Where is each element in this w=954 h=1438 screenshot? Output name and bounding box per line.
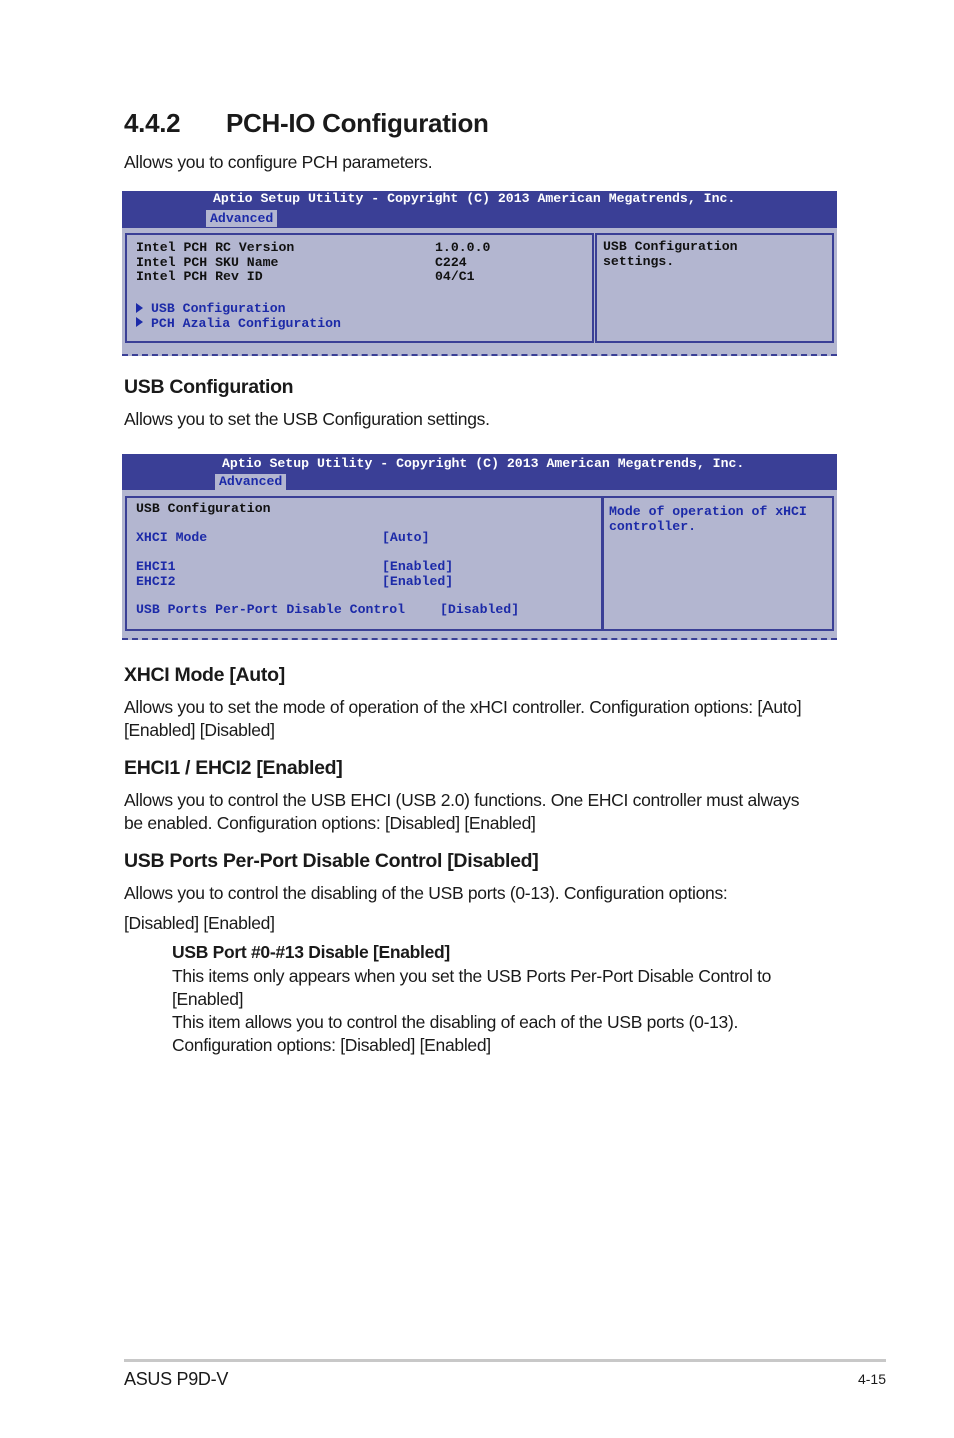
section-intro: Allows you to configure PCH parameters. xyxy=(124,152,433,172)
submenu-arrow-icon xyxy=(136,317,143,327)
xhci-heading: XHCI Mode [Auto] xyxy=(124,664,285,686)
usb-port-sub-heading: USB Port #0-#13 Disable [Enabled] xyxy=(172,942,450,962)
bios-row-rev-id xyxy=(136,269,475,285)
bios-item-label: USB Ports Per-Port Disable Control xyxy=(136,602,406,617)
bios-item-value: [Enabled] xyxy=(382,559,454,574)
usb-port-sub-line-2: [Enabled] xyxy=(172,989,244,1009)
bios-main-panel xyxy=(125,496,603,631)
usb-port-sub-line-1: This items only appears when you set the USB Ports Per-Port Disable Control to xyxy=(172,966,772,986)
section-title-text: PCH-IO Configuration xyxy=(226,108,489,138)
usb-ports-heading: USB Ports Per-Port Disable Control [Disabled] xyxy=(124,850,539,872)
footer-page-number: 4-15 xyxy=(857,1371,886,1387)
submenu-arrow-icon xyxy=(136,303,143,313)
bios-item-xhci-mode[interactable] xyxy=(136,530,430,546)
bios-header-title: Aptio Setup Utility - Copyright (C) 2013 American Megatrends, Inc. xyxy=(213,191,736,206)
bios-body xyxy=(122,228,837,356)
bios-item-usb-ports-disable[interactable] xyxy=(136,602,520,618)
bios-row-rc-version xyxy=(136,240,491,256)
usb-config-desc: Allows you to set the USB Configuration settings. xyxy=(124,409,490,429)
bios-header xyxy=(122,191,837,228)
bios-help-line: controller. xyxy=(609,518,697,534)
bios-link-usb-configuration[interactable]: USB Configuration xyxy=(151,301,286,316)
bios-row-value: 1.0.0.0 xyxy=(435,240,491,255)
bios-item-value: [Enabled] xyxy=(382,573,454,589)
bios-item-label: XHCI Mode xyxy=(136,530,208,545)
bios-main-panel xyxy=(125,233,594,343)
xhci-desc-line-1: Allows you to set the mode of operation of the xHCI controller. Configuration options: [Auto] xyxy=(124,697,802,717)
bios-item-value: [Disabled] xyxy=(440,602,520,617)
bios-item-ehci1[interactable] xyxy=(136,559,454,575)
bios-help-panel xyxy=(595,233,834,343)
footer-divider xyxy=(124,1359,886,1362)
bios-help-line: USB Configuration xyxy=(603,239,738,254)
usb-port-sub-line-3: This item allows you to control the disabling of each of the USB ports (0-13). xyxy=(172,1012,739,1032)
bios-link-pch-azalia[interactable]: PCH Azalia Configuration xyxy=(151,315,341,331)
ehci-desc-line-2: be enabled. Configuration options: [Disabled] [Enabled] xyxy=(124,813,536,833)
bios-row-label: Intel PCH SKU Name xyxy=(136,254,279,270)
bios-item-ehci2[interactable] xyxy=(136,573,454,590)
bios-screen-usb-config xyxy=(122,454,837,640)
usb-ports-desc-line-1: Allows you to control the disabling of the USB ports (0-13). Configuration options: xyxy=(124,883,728,903)
bios-help-line: settings. xyxy=(603,253,675,269)
bios-help-line: Mode of operation of xHCI xyxy=(609,504,807,519)
bios-header xyxy=(122,454,837,490)
usb-config-heading: USB Configuration xyxy=(124,376,294,398)
usb-port-sub-line-4: Configuration options: [Disabled] [Enabled] xyxy=(172,1035,491,1055)
tab-advanced[interactable]: Advanced xyxy=(206,210,277,227)
xhci-desc-line-2: [Enabled] [Disabled] xyxy=(124,720,275,740)
bios-row-sku-name xyxy=(136,254,467,271)
section-title xyxy=(124,108,489,139)
ehci-desc-line-1: Allows you to control the USB EHCI (USB 2.0) functions. One EHCI controller must always xyxy=(124,790,800,810)
bios-help-panel xyxy=(602,496,834,631)
bios-body xyxy=(122,490,837,640)
bios-row-label: Intel PCH Rev ID xyxy=(136,269,263,284)
bios-row-value: 04/C1 xyxy=(435,269,475,284)
bios-item-label: EHCI1 xyxy=(136,559,176,574)
bios-row-value: C224 xyxy=(435,254,467,270)
bios-section-label: USB Configuration xyxy=(136,501,271,516)
usb-ports-desc-line-2: [Disabled] [Enabled] xyxy=(124,913,275,933)
bios-row-label: Intel PCH RC Version xyxy=(136,240,295,255)
ehci-heading: EHCI1 / EHCI2 [Enabled] xyxy=(124,757,343,779)
footer-product-name: ASUS P9D-V xyxy=(124,1369,229,1389)
bios-screen-pch-io xyxy=(122,191,837,356)
section-number: 4.4.2 xyxy=(124,108,181,138)
bios-header-title: Aptio Setup Utility - Copyright (C) 2013 American Megatrends, Inc. xyxy=(222,456,745,471)
tab-advanced[interactable]: Advanced xyxy=(215,474,286,490)
bios-item-value: [Auto] xyxy=(382,530,430,545)
bios-item-label: EHCI2 xyxy=(136,573,176,589)
